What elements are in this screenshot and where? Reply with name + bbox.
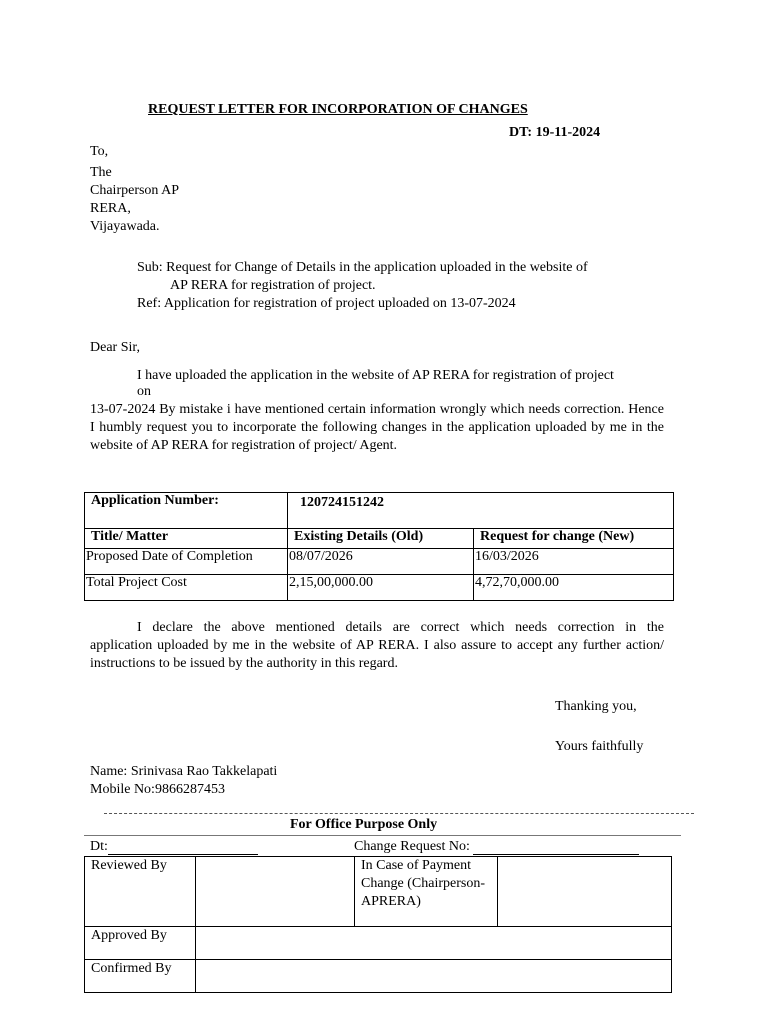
- table-cell: 4,72,70,000.00: [474, 575, 674, 601]
- column-header: Request for change (New): [474, 529, 674, 549]
- office-date-label: Dt:: [90, 839, 108, 854]
- office-title: For Office Purpose Only: [290, 817, 438, 832]
- office-table: [84, 856, 672, 993]
- reference-line: Ref: Application for registration of project uploaded on 13-07-2024: [137, 296, 516, 311]
- thanks: Thanking you,: [555, 699, 637, 714]
- sender-name: Name: Srinivasa Rao Takkelapati: [90, 764, 278, 779]
- table-cell: Proposed Date of Completion: [85, 549, 288, 575]
- reviewed-by-label: Reviewed By: [85, 857, 196, 927]
- office-date: [90, 839, 258, 855]
- to-line: RERA,: [90, 201, 131, 216]
- subject-line: Sub: Request for Change of Details in the application uploaded in the website of: [137, 260, 588, 275]
- date-blank: [108, 840, 258, 855]
- change-request: [354, 839, 639, 855]
- change-request-label: Change Request No:: [354, 839, 470, 854]
- dashed-divider: [104, 813, 694, 814]
- approved-by-cell: [196, 927, 672, 960]
- table-cell: 08/07/2026: [288, 549, 474, 575]
- reviewed-by-cell: [196, 857, 355, 927]
- body-first-line: I have uploaded the application in the website of AP RERA for registration of project: [137, 368, 614, 383]
- application-number-label: Application Number:: [85, 493, 288, 529]
- details-table: [84, 492, 674, 601]
- table-row: [85, 549, 674, 575]
- sender-mobile: Mobile No:9866287453: [90, 782, 225, 797]
- declaration-paragraph: application uploaded by me in the website of AP RERA. I also assure to accept any further action/ instructions to be issued by the authority in this regard.: [90, 638, 664, 671]
- payment-change-cell: [498, 857, 672, 927]
- payment-change-label: In Case of Payment Change (Chairperson-APRERA): [355, 857, 498, 927]
- table-cell: 2,15,00,000.00: [288, 575, 474, 601]
- letter-date: DT: 19-11-2024: [509, 125, 601, 140]
- table-cell: Total Project Cost: [85, 575, 288, 601]
- to-line: Vijayawada.: [90, 219, 160, 234]
- body-on: on: [137, 384, 151, 399]
- column-header: Existing Details (Old): [288, 529, 474, 549]
- confirmed-by-cell: [196, 960, 672, 993]
- column-header: Title/ Matter: [85, 529, 288, 549]
- office-divider: [84, 835, 681, 836]
- salutation: Dear Sir,: [90, 340, 140, 355]
- closing: Yours faithfully: [555, 739, 644, 754]
- letter-title: REQUEST LETTER FOR INCORPORATION OF CHANGES: [148, 102, 528, 117]
- confirmed-by-label: Confirmed By: [85, 960, 196, 993]
- application-number-value: 120724151242: [288, 493, 674, 529]
- subject-line: AP RERA for registration of project.: [170, 278, 376, 293]
- table-row: [85, 575, 674, 601]
- to-line: Chairperson AP: [90, 183, 180, 198]
- to-line: To,: [90, 144, 109, 159]
- change-request-blank: [473, 840, 639, 855]
- table-cell: 16/03/2026: [474, 549, 674, 575]
- declaration-first-line: I declare the above mentioned details are correct which needs correction in the: [137, 620, 664, 635]
- body-paragraph: 13-07-2024 By mistake i have mentioned certain information wrongly which needs correction. Hence I humbly request you to incorporate the following changes in the application uploaded by me in the website of AP RERA for registration of project/ Agent.: [90, 402, 664, 453]
- to-line: The: [90, 165, 112, 180]
- approved-by-label: Approved By: [85, 927, 196, 960]
